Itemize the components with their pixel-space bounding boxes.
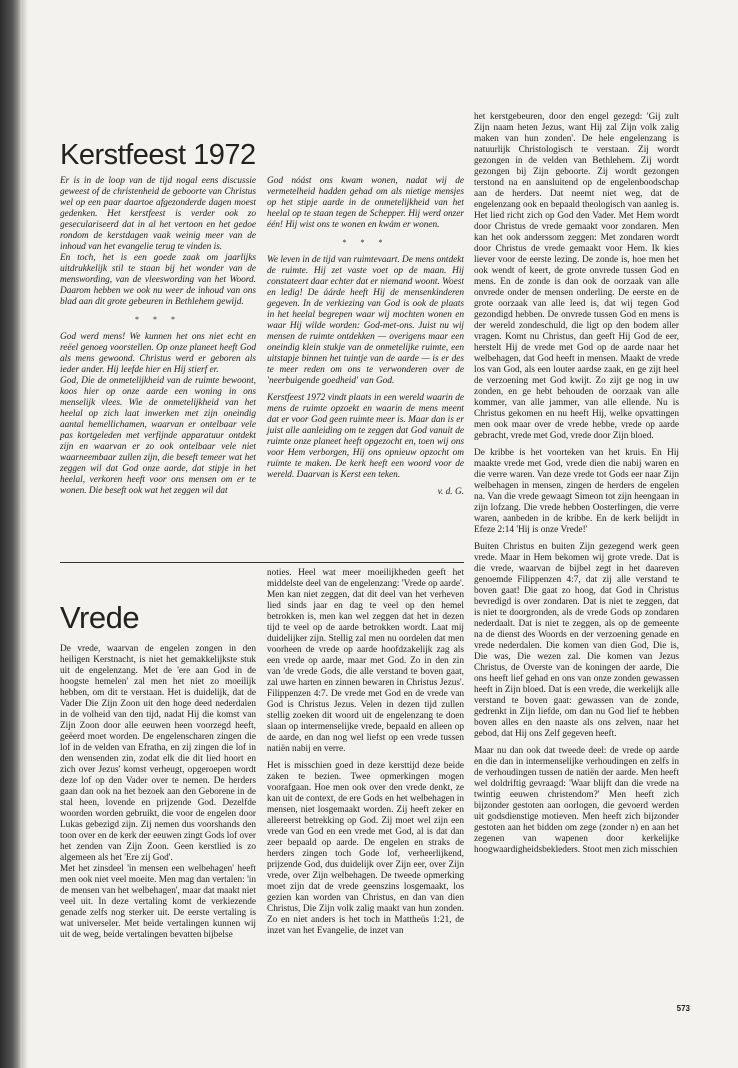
page-number: 573 [676, 1004, 690, 1013]
vrede-paragraph: het kerstgebeuren, door den engel gezegd: 'Gij zult Zijn naam heten Jezus, want Hij zal Zijn volk zalig maken van hun zonden'. De hele engelenzang is natuurlijk Christologisch te verstaan. Zij wordt gezongen in de velden van Bethlehem. Zij wordt gezongen bij Zijn geboorte. Zij wordt gezongen terstond na en aansluitend op de engelenboodschap aan de herders. Dat neemt niet weg, dat de engelenzang ook en bepaald theologisch van aanleg is. Het lied richt zich op God den Vader. Met Hem wordt door Christus de vrede gemaakt voor zondaren. Men kan het ook anderssom zeggen: Met zondaren wordt door Christus de vrede gemaakt voor Hem. Ik kies liever voor de eerste lezing. De zonde is, hoe men het ook wendt of keert, de grote onvrede tussen God en mens. En de zonde is dan ook de oorzaak van alle onvrede onder de mensen onderling. De eerste en de grote oorzaak van alle leed is, dat wij tegen God gezondigd hebben. De onvrede tussen God en mens is der wereld zondeschuld, die ligt op den bodem aller vragen. Komt nu Christus, dan geeft Hij God de eer, herstelt Hij de vrede met God op de aarde naar het welbehagen, dat God heeft in mensen. Maakt de vrede los van God, als een louter aardse zaak, en ge zijt heel de verzoening met God kwijt. Zo zijt ge nog in uw zonden, en ge hebt behouden de oorzaak van alle kommer, van alle jammer, van alle ellende. Nu is Christus gekomen en nu heeft Hij, welke opvattingen men ook maar over de vrede hebbe, vrede op aarde gebracht, vrede met God, vrede door Zijn bloed. [474, 112, 679, 441]
book-spine-shadow [0, 0, 22, 1068]
kerstfeest-paragraph: We leven in de tijd van ruimtevaart. De mens ontdekt de ruimte. Hij zet vaste voet op de maan. Hij constateert daar echter dat er niemand woont. Woest en ledig! De áárde heeft Hij de mensenkinderen gegeven. In de verkiezing van God is ook de plaats in het heelal begrepen waar wij mochten wonen en waar Hij wilde worden: God-met-ons. Juist nu wij mensen de ruimte ontdekken — overigens maar een oneindig klein stukje van de onmetelijke ruimte, een uitstapje binnen het tuintje van de aarde — is er des te meer reden om ons te verwonderen over de 'neerbuigende goedheid' van God. [267, 255, 464, 386]
kerstfeest-title: Kerstfeest 1972 [60, 139, 256, 171]
section-rule [60, 562, 464, 563]
section-divider-stars: * * * [135, 315, 181, 324]
vrede-paragraph: Buiten Christus en buiten Zijn gezegend werk geen vrede. Maar in Hem bekomen wij grote vrede. Dat is die vrede, waarvan de bijbel zegt in het daareven genoemde Filippenzen 4:7, dat zij alle verstand te boven gaat! Die gaat zo hoog, dat God in Christus bevredigd is over zondaren. Dat is niet te zeggen, dat is niet te doorgronden, als de vrede Gods op zondaren nederdaalt. Dat is niet te zeggen, als op de gemeente na de dienst des Woords en der verzoening genade en vrede nederdalen. Die komen van dien God, Die is, Die was, Die wezen zal. Die komen van Jezus Christus, de Overste van de koningen der aarde, Die ons heeft lief gehad en ons van onze zonden gewassen heeft in Zijn bloed. Dat is een vrede, die werkelijk alle verstand te boven gaat: gewassen van de zonde, gedrenkt in Zijn liefde, om dan nu God lief te hebben boven alles en den naaste als ons zelven, naar het gebod, dat Hij ons Zelf gegeven heeft. [474, 542, 679, 739]
vrede-paragraph: noties. Heel wat meer moeilijkheden geeft het middelste deel van de engelenzang: 'Vrede op aarde'. Men kan niet zeggen, dat dit deel van het verheven lied sinds jaar en dag te veel op den hemel betrokken is, men kan wel zeggen dat het in dezen tijd te veel op de aarde betrokken wordt. Laat mij duidelijker zijn. Stellig zal men nu oordelen dat men voorheen de vrede op aarde hoofdzakelijk zag als een vrede op aarde, maar met God. Zo in den zin van 'de vrede Gods, die alle verstand te boven gaat, zal uwe harten en zinnen bewaren in Christus Jezus'. Filippenzen 4:7. De vrede met God en de vrede van God is Christus Jezus. Velen in dezen tijd zullen stellig zoeken dit woord uit de engelenzang te doen slaan op intermenselijke vrede, bepaald en alleen op de aarde, en dan nog wel liefst op een vrede tussen natiën nabij en verre. [267, 568, 464, 754]
magazine-page [60, 0, 690, 1068]
vrede-paragraph: De kribbe is het voorteken van het kruis. En Hij maakte vrede met God, vrede dien die nabij waren en die verre waren. Van deze vrede tot Gods eer naar Zijn welbehagen in mensen, zingen de herders de engelen na. Van die vrede gewaagt Simeon tot zijn heengaan in zijn lofzang. Die vrede hebben Oosterlingen, die verre waren, aanbeden in de kribbe. En de kerk belijdt in Efeze 2:14 'Hij is onze Vrede!' [474, 448, 679, 535]
vrede-paragraph: Met het zinsdeel 'in mensen een welbehagen' heeft men ook niet veel moeite. Men mag dan vertalen: 'in de mensen van het welbehagen', maar dat maakt niet veel uit. In deze vertaling komt de verkiezende genade zelfs nog sterker uit. De eerste vertaling is wat universeler. Met beide vertalingen kunnen wij uit de weg, beide vertalingen bevatten bijbelse [60, 864, 256, 940]
vrede-column-3 [474, 112, 679, 862]
section-divider-stars: * * * [342, 238, 389, 247]
gutter-edge [22, 0, 28, 1068]
kerstfeest-right-column [267, 176, 464, 498]
kerstfeest-paragraph: Er is in de loop van de tijd nogal eens discussie geweest of de christenheid de geboorte van Christus wel op een paar daartoe afgezonderde dagen moest gedenken. Het kerstfeest is verder ook zo geseculariseerd dat in al het vertoon en het gedoe rondom de kerstdagen vaak weinig meer van de inhoud van het evangelie terug te vinden is. [60, 176, 256, 252]
vrede-column-2 [267, 568, 464, 943]
kerstfeest-paragraph: God, Die de onmetelijkheid van de ruimte bewoont, koos hier op onze aarde een woning in ons menselijk vlees. Wie de onmetelijkheid van het heelal op zich laat inwerken met zijn oneindig aantal hemellichamen, waarvan er ontelbaar vele pas kortgeleden met verfijnde apparatuur ontdekt zijn en waarvan er zo ook ontelbaar vele niet waarneembaar zullen zijn, die beseft temeer wat het zeggen wil dat God onze aarde, dat stipje in het heelal, verkoren heeft voor ons mensen om er te wonen. Die beseft ook wat het zeggen wil dat [60, 376, 256, 496]
kerstfeest-paragraph: God nóást ons kwam wonen, nadat wij de vermetelheid hadden gehad om als nietige mensjes op het stipje aarde in de onmetelijkheid van het heelal op te staan tegen de Schepper. Hij werd onzer één! Hij wist ons te wonen en kwám er wonen. [267, 176, 464, 230]
vrede-title: Vrede [60, 600, 140, 635]
kerstfeest-paragraph: En toch, het is een goede zaak om jaarlijks uitdrukkelijk stil te staan bij het wonder van de menswording, van de vleeswording van het Woord. Daarom hebben we ook nu weer de inhoud van ons blad aan dit grote gebeuren in Bethlehem gewijd. [60, 253, 256, 307]
vrede-paragraph: Het is misschien goed in deze kersttijd deze beide zaken te bezien. Twee opmerkingen mogen voorafgaan. Hoe men ook over den vrede denkt, ze kan uit de context, de ere Gods en het welbehagen in mensen, niet losgemaakt worden. Zij heeft zeker en allereerst betrekking op God. Zij moet wel zijn een vrede van God en een vrede met God, al is dat dan zeer bepaald op aarde. De engelen en straks de herders zingen toch Gode lof, verheerlijkend, prijzende God, dus duidelijk over Zijn eer, over Zijn vrede, over Zijn welbehagen. De tweede opmerking moet zijn dat de vrede geenszins losgemaakt, los gezien kan worden van Christus, en dan van dien Christus, Die Zijn volk zalig maakt van hun zonden. Zo en niet anders is het toch in Mattheüs 1:21, de inzet van het Evangelie, de inzet van [267, 761, 464, 936]
vrede-paragraph: De vrede, waarvan de engelen zongen in den heiligen Kerstnacht, is niet het gemakkelijkste stuk uit de engelenzang. Met de 'ere aan God in de hoogste hemelen' zal men het niet zo moeilijk hebben, om dit te verstaan. Het is duidelijk, dat de Vader Die Zijn Zoon uit den hoge deed nederdalen in de volheid van den tijd, nadat Hij die komst van Zijn Zoon door alle eeuwen heen voorzegd heeft, geëerd moet worden. De engelenscharen zingen die lof in de velden van Efratha, en zij zingen die lof in den wensenden zin, zodat elk die dit lied hoort en zich over Jezus' komst verheugt, opgeroepen wordt deze lof op den Vader over te nemen. De herders gaan dan ook na het bezoek aan den Geborene in de stal heen, lovende en prijzende God. Dezelfde woorden worden gebruikt, die voor de engelen door Lukas gebezigd zijn. Zij nemen dus voorshands den toon over en de kerk der eeuwen zingt Gods lof over het zenden van Zijn Zoon. Geen kerstlied is zo algemeen als het 'Ere zij God'. [60, 644, 256, 863]
kerstfeest-paragraph: God werd mens! We kunnen het ons niet echt en reëel genoeg voorstellen. Op onze planeet heeft God als mens gewoond. Christus werd er geboren als ieder ander. Hij leefde hier en Hij stierf er. [60, 332, 256, 375]
vrede-paragraph: Maar nu dan ook dat tweede deel: de vrede op aarde en die dan in intermenselijke verhoudingen en zelfs in de verhoudingen tussen de natiën der aarde. Men heeft wel doldriftig gevraagd: 'Waar blijft dan die vrede na twintig eeuwen christendom?' Men heeft zich bijzonder gestoten aan oorlogen, die gevoerd werden uit godsdienstige motieven. Men heeft zich bijzonder gestoten aan het bidden om zege (zonder n) en aan het zegenen van wapenen door kerkelijke hoogwaardigheidsbekleders. Stoot men zich misschien [474, 746, 679, 855]
vrede-column-1 [60, 644, 256, 947]
kerstfeest-left-column [60, 176, 256, 503]
kerstfeest-paragraph: Kerstfeest 1972 vindt plaats in een wereld waarin de mens de ruimte opzoekt en waarin de mens meent dat er voor God geen ruimte meer is. Maar dan is er juist alle aanleiding om te zeggen dat God vanuit de ruimte onze planeet heeft opgezocht en, toen wij ons voor Hem verborgen, Hij ons opnieuw opzocht om ruimte te maken. De kerk heeft een woord voor de wereld. Daarvan is Kerst een teken. [267, 393, 464, 480]
author-signature: v. d. G. [437, 487, 464, 497]
